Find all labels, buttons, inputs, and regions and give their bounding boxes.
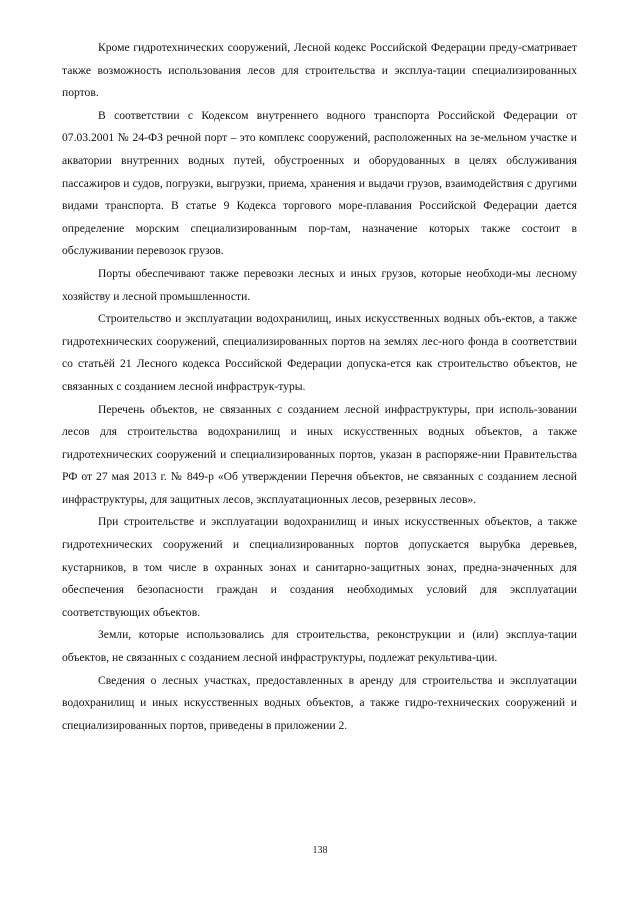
document-body <box>62 37 577 737</box>
paragraph: Кроме гидротехнических сооружений, Лесной кодекс Российской Федерации преду-сматривает также возможность использования лесов для строительства и эксплуа-тации специализированных портов. <box>62 41 577 100</box>
page-number: 138 <box>312 845 328 856</box>
paragraph: Порты обеспечивают также перевозки лесных и иных грузов, которые необходи-мы лесному хозяйству и лесной промышленности. <box>62 266 577 303</box>
paragraph: При строительстве и эксплуатации водохранилищ и иных искусственных объектов, а также гидротехнических сооружений и специализированных портов допускается вырубка деревьев, кустарников, в том числе в охранных зонах и санитарно-защитных зонах, предна-значенных для обеспечения безопасности граждан и создания необходимых условий для эксплуатации соответствующих объектов. <box>62 515 577 619</box>
paragraph: Строительство и эксплуатации водохранилищ, иных искусственных водных объ-ектов, а также гидротехнических сооружений, специализированных портов на землях лес-ного фонда в соответствии со статьёй 21 Лесного кодекса Российской Федерации допуска-ется как строительство объектов, не связанных с созданием лесной инфраструк-туры. <box>62 312 577 393</box>
paragraph: Сведения о лесных участках, предоставленных в аренду для строительства и эксплуатации водохранилищ и иных искусственных водных объектов, а также гидро-технических сооружений и специализированных портов, приведены в приложении 2. <box>62 673 577 732</box>
paragraph: Земли, которые использовались для строительства, реконструкции и (или) эксплуа-тации объектов, не связанных с созданием лесной инфраструктуры, подлежат рекультива-ции. <box>62 628 577 665</box>
paragraph: В соответствии с Кодексом внутреннего водного транспорта Российской Федерации от 07.03.2001 № 24-ФЗ речной порт – это комплекс сооружений, расположенных на зе-мельном участке и акватории внутренних водных путей, обустроенных и оборудованных в целях обслуживания пассажиров и судов, погрузки, выгрузки, приема, хранения и выдачи грузов, взаимодействия с другими видами транспорта. В статье 9 Кодекса торгового море-плавания Российской Федерации дается определение морским специализированным пор-там, назначение которых также состоит в обслуживании перевозок грузов. <box>62 108 577 258</box>
paragraph: Перечень объектов, не связанных с созданием лесной инфраструктуры, при исполь-зовании лесов для строительства водохранилищ и иных искусственных водных объектов, а также гидротехнических сооружений и специализированных портов, указан в распоряже-нии Правительства РФ от 27 мая 2013 г. № 849-р «Об утверждении Перечня объектов, не связанных с созданием лесной инфраструктуры, для защитных лесов, эксплуатационных лесов, резервных лесов». <box>62 402 577 506</box>
